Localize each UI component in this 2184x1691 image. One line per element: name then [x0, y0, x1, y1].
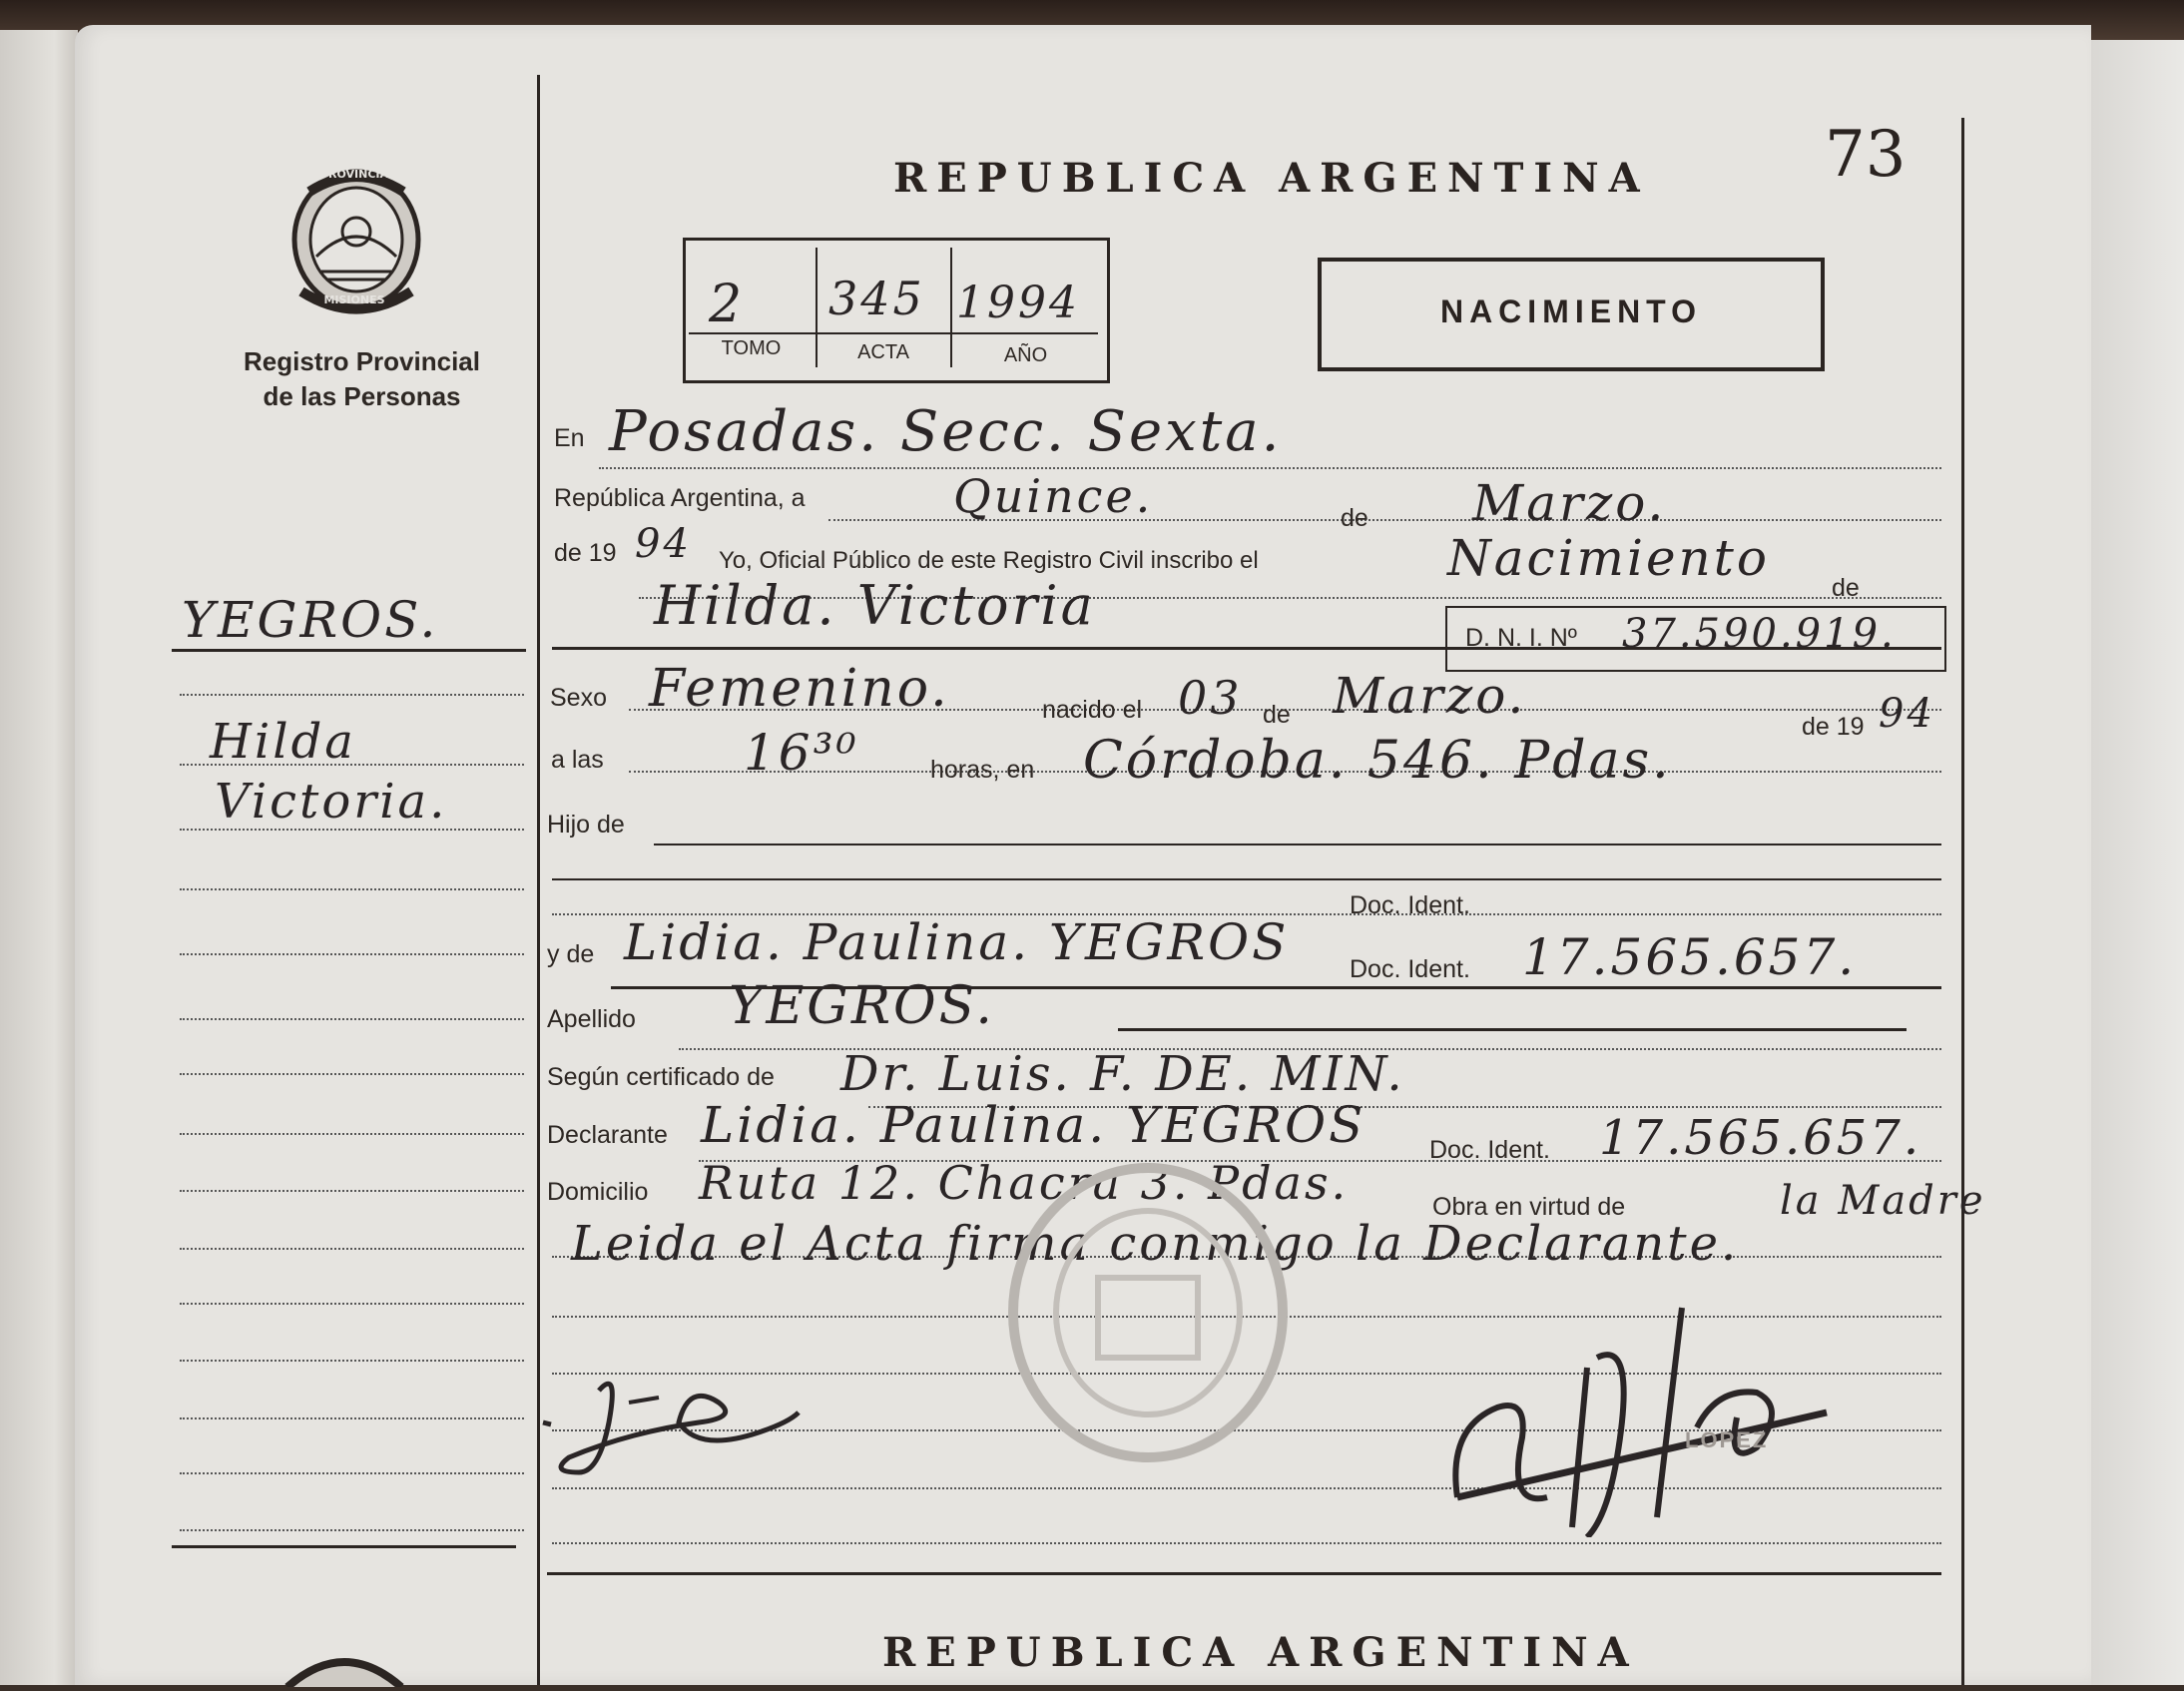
box-divider: [950, 248, 952, 367]
page-title-bottom: REPUBLICA ARGENTINA: [882, 1629, 1639, 1676]
right-border: [1961, 118, 1964, 1685]
ano-value: 1994: [956, 278, 1080, 328]
birth-month: Marzo.: [1333, 667, 1527, 725]
ano-label: AÑO: [1003, 344, 1048, 366]
margin-surname: YEGROS.: [182, 591, 439, 649]
en-label: En: [554, 424, 585, 452]
tomo-value: 2: [709, 275, 746, 334]
registry-name-line1: Registro Provincial: [244, 346, 480, 376]
acta-value: 345: [828, 272, 925, 325]
en-value: Posadas. Secc. Sexta.: [609, 399, 1283, 464]
form-line: [552, 1542, 1941, 1544]
declarante-value: Lidia. Paulina. YEGROS: [701, 1096, 1366, 1154]
form-bottom-line: [547, 1572, 1941, 1575]
bottom-seal-emblem: [279, 1647, 409, 1687]
previous-page-edge: [0, 30, 78, 1685]
page-number: 73: [1825, 118, 1907, 192]
birth-day: 03: [1178, 671, 1243, 725]
republica-label: República Argentina, a: [554, 484, 806, 512]
horas-label: horas, en: [930, 756, 1035, 784]
box-divider: [816, 248, 818, 367]
margin-dotted-line: [180, 1303, 524, 1305]
form-line-solid: [552, 878, 1941, 880]
obra-label: Obra en virtud de: [1432, 1193, 1626, 1221]
page-title: REPUBLICA ARGENTINA: [893, 155, 1650, 202]
alas-label: a las: [551, 746, 604, 774]
segun-label: Según certificado de: [547, 1063, 775, 1091]
mother-doc: 17.565.657.: [1522, 928, 1858, 986]
de-label: de: [1341, 504, 1368, 532]
acta-label: ACTA: [857, 341, 909, 363]
year-value: 94: [635, 521, 692, 567]
margin-dotted-line: [180, 888, 524, 890]
declarante-label: Declarante: [547, 1121, 668, 1149]
box-baseline: [689, 332, 1098, 334]
strike-line: [1118, 1028, 1907, 1031]
place-value: Córdoba. 546. Pdas.: [1083, 731, 1672, 791]
apellido-value: YEGROS.: [729, 976, 995, 1036]
doc-label3: Doc. Ident.: [1429, 1136, 1550, 1164]
margin-dotted-line: [180, 1417, 524, 1419]
right-background: [2086, 40, 2184, 1685]
stamp-name: LOPEZ: [1685, 1427, 1769, 1452]
tomo-label: TOMO: [721, 337, 782, 359]
margin-bottom-line: [172, 1545, 516, 1548]
declarante-doc: 17.565.657.: [1599, 1110, 1922, 1166]
margin-dotted-line: [180, 694, 524, 696]
registry-name-line2: de las Personas: [263, 381, 461, 411]
margin-name1: Hilda: [210, 714, 356, 770]
doc-label: Doc. Ident.: [1350, 891, 1470, 919]
de-label3: de: [1263, 701, 1291, 729]
seal-top-text: PROVINCIA: [319, 168, 389, 181]
official-signature: [1437, 1298, 1837, 1537]
margin-dotted-line: [180, 1190, 524, 1192]
hour-value: 16³⁰: [744, 724, 859, 782]
mother-value: Lidia. Paulina. YEGROS: [624, 913, 1290, 971]
doc-label2: Doc. Ident.: [1350, 955, 1470, 983]
margin-dotted-line: [180, 1472, 524, 1474]
margin-dotted-line: [180, 953, 524, 955]
margin-dotted-line: [180, 1133, 524, 1135]
closing-note: Leida el Acta firma conmigo la Declarante.: [571, 1216, 1740, 1272]
dni-value: 37.590.919.: [1622, 611, 1897, 657]
faint-official-stamp: [1003, 1158, 1293, 1467]
obra-value: la Madre: [1780, 1178, 1986, 1224]
margin-dotted-line: [180, 829, 524, 831]
domicilio-value: Ruta 12. Chacra 3. Pdas.: [699, 1156, 1350, 1210]
day-value: Quince.: [953, 469, 1154, 523]
person-value: Hilda. Victoria: [654, 574, 1096, 637]
margin-dotted-line: [180, 1529, 524, 1531]
seal-bottom-text: MISIONES: [323, 293, 385, 306]
act-type-label: NACIMIENTO: [1439, 293, 1703, 329]
sexo-label: Sexo: [550, 684, 607, 712]
de19-label: de 19: [554, 539, 617, 567]
margin-dotted-line: [180, 1360, 524, 1362]
yde-label: y de: [547, 940, 595, 968]
de-label2: de: [1832, 574, 1860, 602]
margin-dotted-line: [180, 1073, 524, 1075]
nacido-label: nacido el: [1042, 696, 1143, 724]
domicilio-label: Domicilio: [547, 1178, 649, 1206]
form-line-solid: [654, 844, 1941, 846]
margin-dotted-line: [180, 1248, 524, 1250]
form-line: [599, 467, 1941, 469]
margin-dotted-line: [180, 764, 524, 766]
declarant-signature: [539, 1363, 838, 1492]
margin-dotted-line: [180, 1018, 524, 1020]
de19-label2: de 19: [1802, 713, 1865, 741]
act-value: Nacimiento: [1447, 529, 1770, 587]
margin-name2: Victoria.: [215, 774, 448, 830]
birth-year: 94: [1879, 691, 1935, 737]
segun-value: Dr. Luis. F. DE. MIN.: [840, 1046, 1405, 1102]
margin-line: [172, 649, 526, 652]
hijo-label: Hijo de: [547, 811, 625, 839]
apellido-label: Apellido: [547, 1005, 636, 1033]
dni-label: D. N. I. Nº: [1465, 624, 1577, 652]
yo-label: Yo, Oficial Público de este Registro Civil inscribo el: [719, 547, 1259, 574]
sexo-value: Femenino.: [649, 659, 950, 719]
month-value: Marzo.: [1472, 474, 1667, 532]
